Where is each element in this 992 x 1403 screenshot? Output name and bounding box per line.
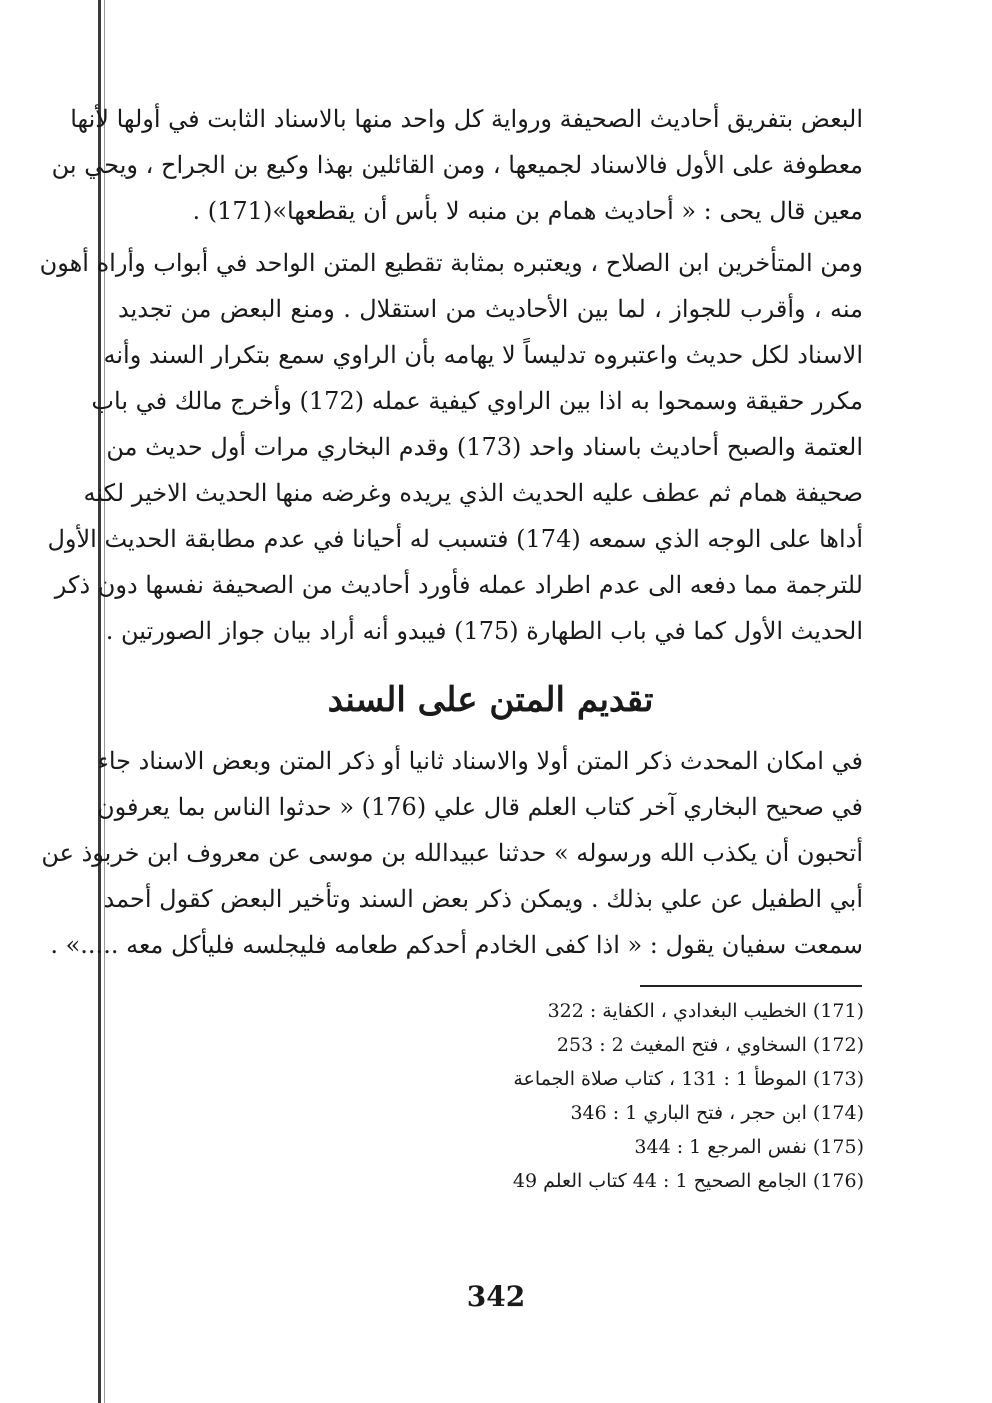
footnotes <box>364 994 864 1198</box>
text-line: العتمة والصبح أحاديث باسناد واحد (173) وقدم البخاري مرات أول حديث من <box>106 433 863 461</box>
text-line: للترجمة مما دفعه الى عدم اطراد عمله فأورد أحاديث من الصحيفة نفسها دون ذكر <box>54 571 863 599</box>
footnote-item: (176) الجامع الصحيح 1 : 44 كتاب العلم 49 <box>512 1170 864 1192</box>
text-line: معين قال يحى : « أحاديث همام بن منبه لا بأس أن يقطعها»(171) . <box>192 197 863 225</box>
text-line: في امكان المحدث ذكر المتن أولا والاسناد ثانيا أو ذكر المتن وبعض الاسناد جاء <box>97 747 863 775</box>
text-line: صحيفة همام ثم عطف عليه الحديث الذي يريده وغرضه منها الحديث الاخير لكنه <box>83 479 863 507</box>
footnote-item: (172) السخاوي ، فتح المغيث 2 : 253 <box>556 1034 864 1056</box>
footnote-item: (171) الخطيب البغدادي ، الكفاية : 322 <box>547 1000 864 1022</box>
body-text-bottom <box>41 738 863 968</box>
body-text-top <box>39 96 863 654</box>
page-number: 342 <box>466 1280 526 1313</box>
text-line: أبي الطفيل عن علي بذلك . ويمكن ذكر بعض السند وتأخير البعض كقول أحمد <box>103 885 863 913</box>
page-binding-edge <box>98 0 101 1403</box>
text-line: أتحبون أن يكذب الله ورسوله » حدثنا عبيدالله بن موسى عن معروف ابن خربوذ عن <box>41 839 863 867</box>
text-line: في صحيح البخاري آخر كتاب العلم قال علي (176) « حدثوا الناس بما يعرفون <box>96 793 863 821</box>
footnote-item: (173) الموطأ 1 : 131 ، كتاب صلاة الجماعة <box>513 1068 864 1090</box>
text-line: منه ، وأقرب للجواز ، لما بين الأحاديث من استقلال . ومنع البعض من تجديد <box>118 295 863 323</box>
section-heading: تقديم المتن على السند <box>327 680 654 720</box>
text-line: معطوفة على الأول فالاسناد لجميعها ، ومن القائلين بهذا وكيع بن الجراح ، ويحي بن <box>51 151 863 179</box>
text-line: مكرر حقيقة وسمحوا به اذا بين الراوي كيفية عمله (172) وأخرج مالك في باب <box>91 387 863 415</box>
text-line: أداها على الوجه الذي سمعه (174) فتسبب له أحيانا في عدم مطابقة الحديث الأول <box>47 525 863 553</box>
text-line: البعض بتفريق أحاديث الصحيفة ورواية كل واحد منها بالاسناد الثابت في أولها لأنها <box>70 105 863 133</box>
text-line: الاسناد لكل حديث واعتبروه تدليساً لا يهامه بأن الراوي سمع بتكرار السند وأنه <box>103 341 863 369</box>
text-line: سمعت سفيان يقول : « اذا كفى الخادم أحدكم طعامه فليجلسه فليأكل معه .....» . <box>50 931 863 959</box>
footnote-item: (174) ابن حجر ، فتح الباري 1 : 346 <box>570 1102 864 1124</box>
text-line: ومن المتأخرين ابن الصلاح ، ويعتبره بمثابة تقطيع المتن الواحد في أبواب وأراه أهون <box>39 249 863 277</box>
footnote-item: (175) نفس المرجع 1 : 344 <box>634 1136 864 1158</box>
footnote-divider <box>640 985 862 987</box>
text-line: الحديث الأول كما في باب الطهارة (175) فيبدو أنه أراد بيان جواز الصورتين . <box>105 617 863 645</box>
page-binding-edge-inner <box>104 0 105 1403</box>
